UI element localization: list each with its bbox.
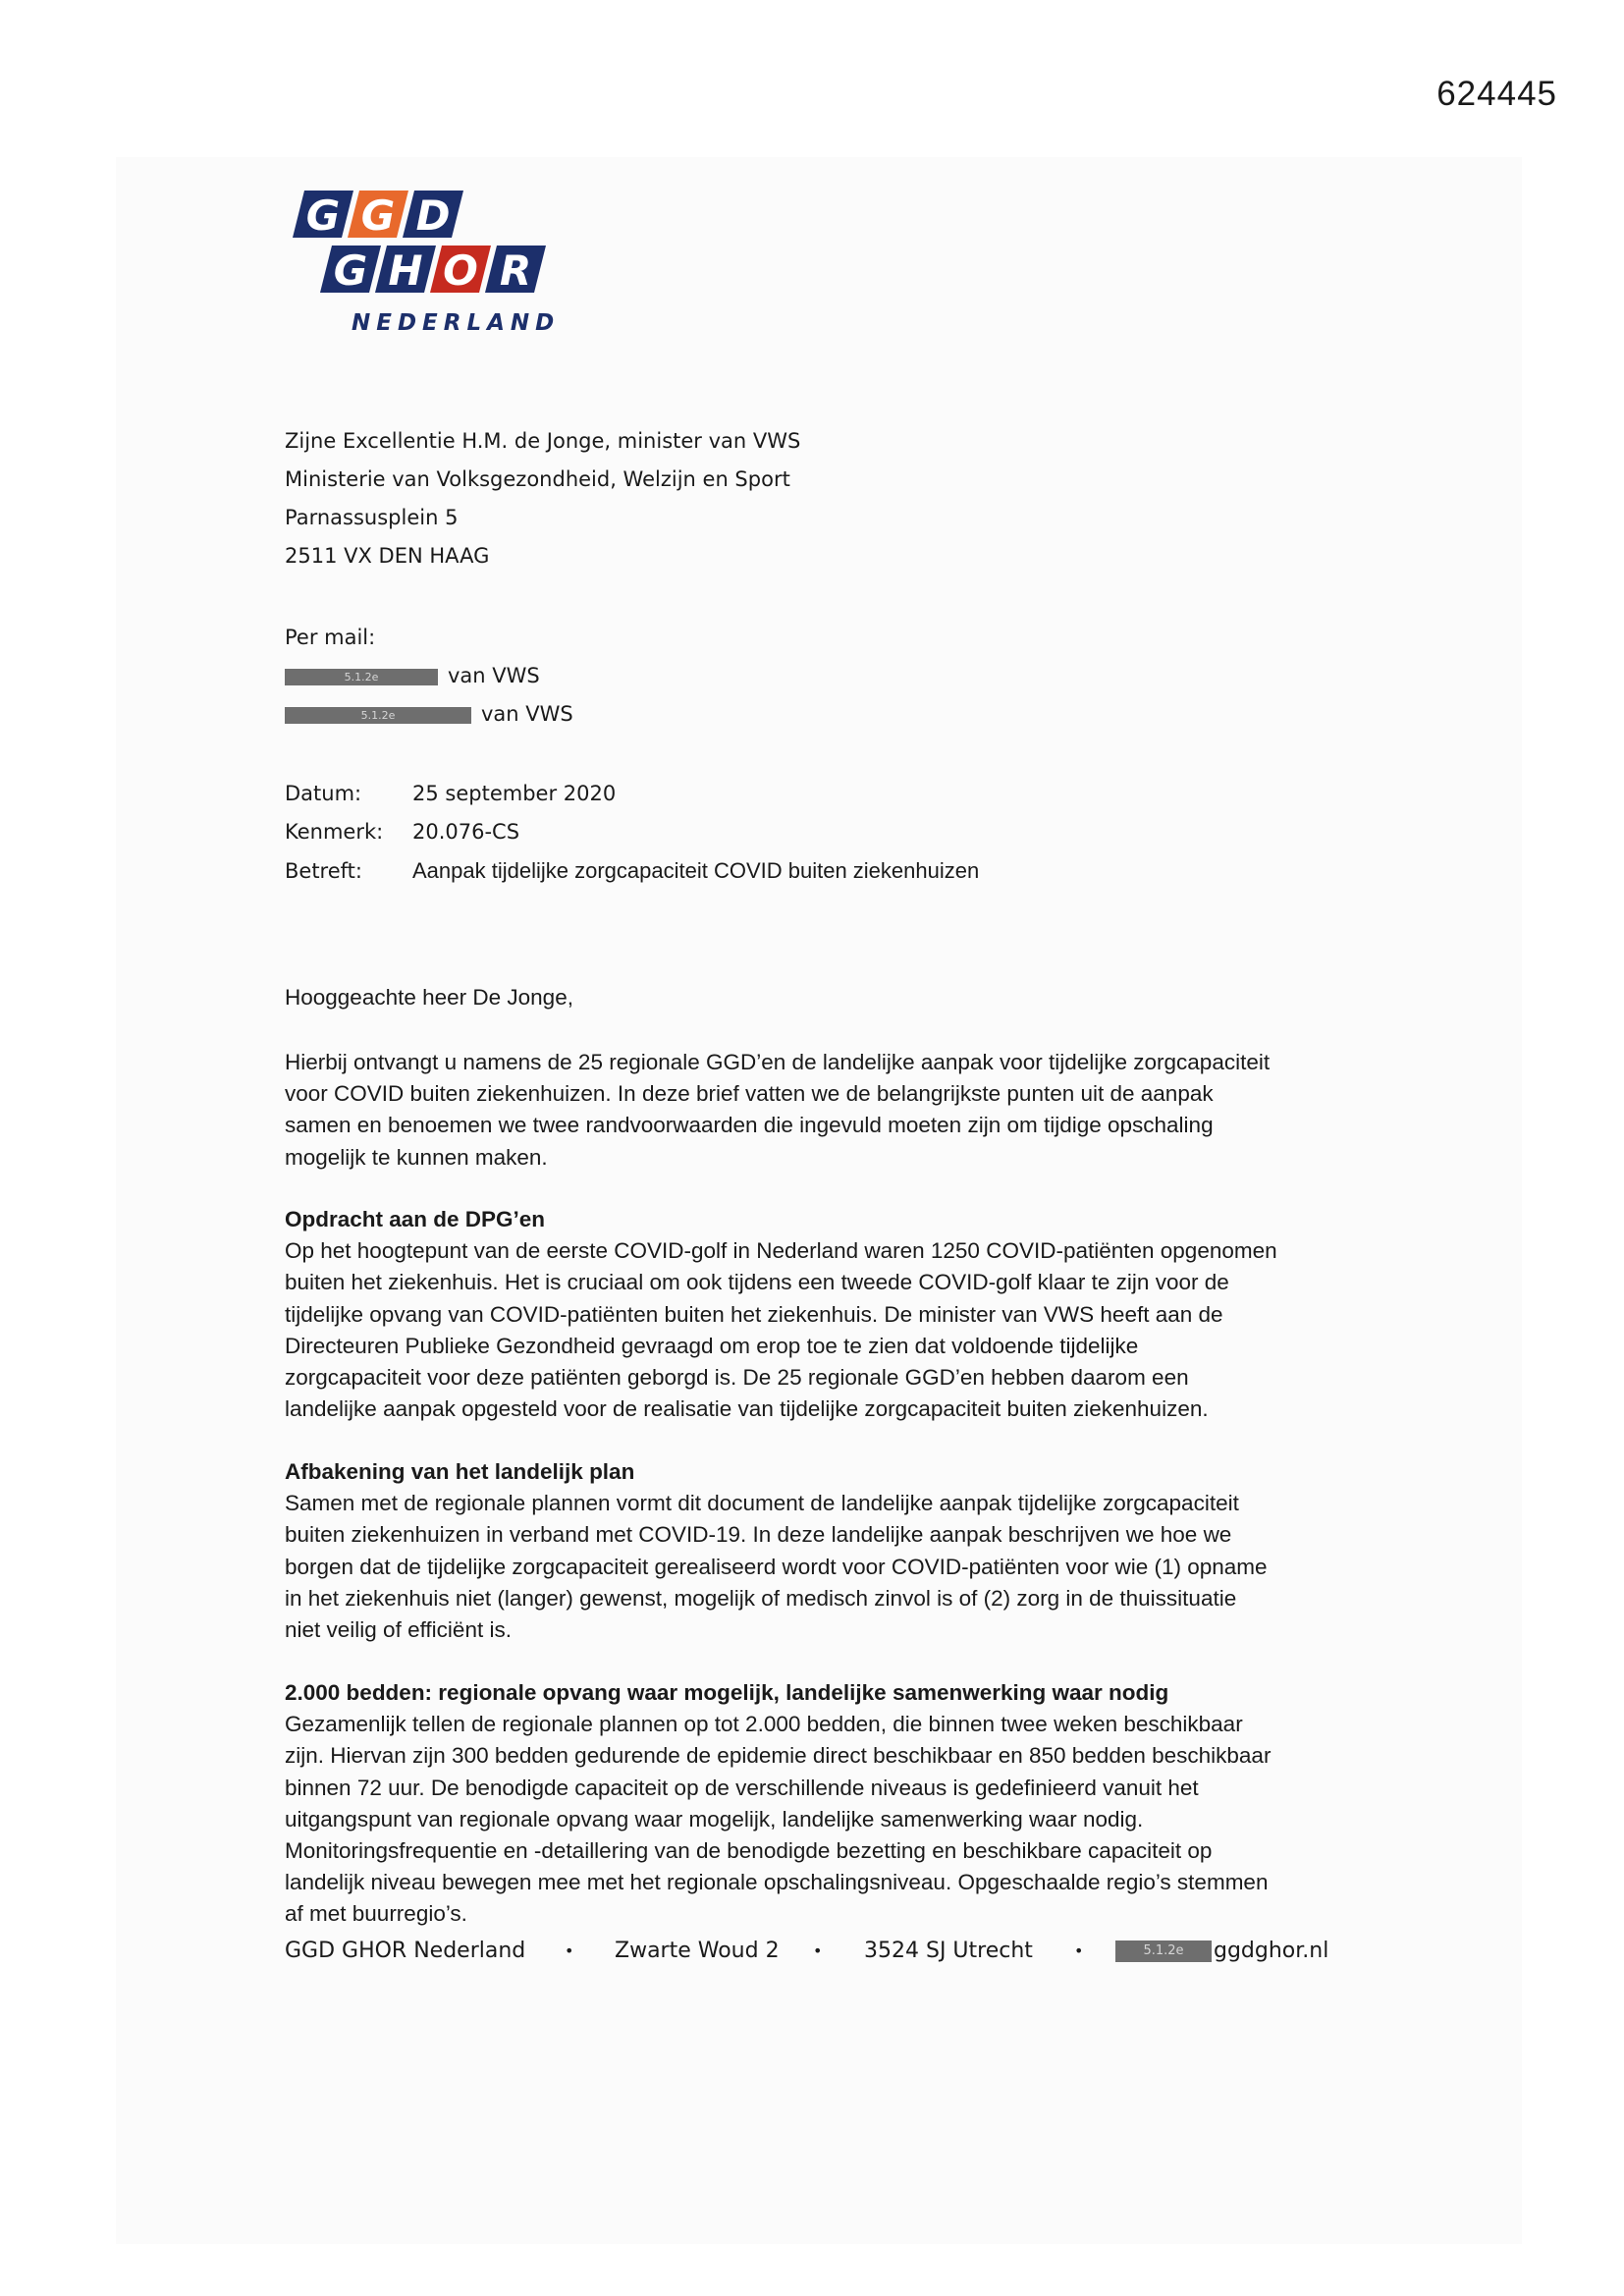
mail-block xyxy=(285,619,573,734)
letter-meta xyxy=(285,775,979,890)
redaction-box: 5.1.2e xyxy=(1115,1941,1212,1962)
address-line: Ministerie van Volksgezondheid, Welzijn en Sport xyxy=(285,467,790,491)
logo-letter-d: D xyxy=(415,191,451,240)
mail-recipient-suffix: van VWS xyxy=(448,664,540,687)
paragraph-line: Op het hoogtepunt van de eerste COVID-golf in Nederland waren 1250 COVID-patiënten opgenomen xyxy=(285,1238,1277,1264)
date-value: 25 september 2020 xyxy=(412,782,617,805)
section-heading: Opdracht aan de DPG’en xyxy=(285,1207,546,1231)
paragraph-line: niet veilig of efficiënt is. xyxy=(285,1617,512,1643)
paragraph-line: samen en benoemen we twee randvoorwaarden die ingevuld moeten zijn om tijdige opschaling xyxy=(285,1113,1214,1138)
logo-subtitle: NEDERLAND xyxy=(352,310,561,336)
paragraph-line: Hierbij ontvangt u namens de 25 regionale GGD’en de landelijke aanpak voor tijdelijke zorgcapaciteit xyxy=(285,1050,1271,1074)
subject-value: Aanpak tijdelijke zorgcapaciteit COVID buiten ziekenhuizen xyxy=(412,858,980,883)
footer-org: GGD GHOR Nederland xyxy=(285,1939,526,1963)
recipient-address xyxy=(285,422,800,575)
logo-letter-g2: G xyxy=(360,191,396,240)
section-heading: Afbakening van het landelijk plan xyxy=(285,1459,635,1484)
reference-value: 20.076-CS xyxy=(412,820,520,844)
paragraph-line: buiten ziekenhuizen in verband met COVID-19. In deze landelijke aanpak beschrijven we hoe we xyxy=(285,1522,1232,1548)
paragraph-line: af met buurregio’s. xyxy=(285,1901,467,1927)
paragraph-line: mogelijk te kunnen maken. xyxy=(285,1144,548,1170)
document-id: 624445 xyxy=(1436,75,1557,113)
address-line: Zijne Excellentie H.M. de Jonge, minister van VWS xyxy=(285,429,801,453)
mail-recipient xyxy=(285,657,573,695)
footer-email xyxy=(1115,1932,1328,1971)
address-line: 2511 VX DEN HAAG xyxy=(285,544,490,568)
footer-bullet: • xyxy=(813,1941,823,1960)
logo-letter-h: H xyxy=(388,246,423,295)
logo-letter-g1: G xyxy=(305,191,341,240)
meta-subject xyxy=(285,851,979,890)
mail-label: Per mail: xyxy=(285,626,376,649)
footer-bullet: • xyxy=(1074,1941,1084,1960)
paragraph-line: borgen dat de tijdelijke zorgcapaciteit gerealiseerd wordt voor COVID-patiënten voor wie (1) opname xyxy=(285,1554,1268,1579)
mail-recipient xyxy=(285,695,573,734)
footer-street: Zwarte Woud 2 xyxy=(615,1939,780,1963)
address-line: Parnassusplein 5 xyxy=(285,506,459,529)
paragraph-line: binnen 72 uur. De benodigde capaciteit op de verschillende niveaus is gedefinieerd vanuit het xyxy=(285,1775,1199,1800)
paragraph-line: Directeuren Publieke Gezondheid gevraagd om erop toe te zien dat voldoende tijdelijke xyxy=(285,1333,1139,1358)
section-opdracht xyxy=(285,1204,1365,1425)
paragraph-line: in het ziekenhuis niet (langer) gewenst, mogelijk of medisch zinvol is of (2) zorg in de thuissituatie xyxy=(285,1585,1237,1611)
paragraph-line: landelijke aanpak opgesteld voor de realisatie van tijdelijke zorgcapaciteit buiten ziekenhuizen. xyxy=(285,1396,1209,1422)
mail-recipient-suffix: van VWS xyxy=(481,702,573,726)
intro-paragraph xyxy=(285,1047,1365,1174)
paragraph-line: zijn. Hiervan zijn 300 bedden gedurende de epidemie direct beschikbaar en 850 bedden beschikbaar xyxy=(285,1743,1272,1769)
paragraph-line: uitgangspunt van regionale opvang waar mogelijk, landelijke samenwerking waar nodig. xyxy=(285,1806,1144,1831)
logo-letter-o: O xyxy=(443,246,478,295)
paragraph-line: Monitoringsfrequentie en -detaillering van de benodigde bezetting en beschikbare capaciteit op xyxy=(285,1838,1213,1864)
logo-letter-r: R xyxy=(499,246,532,295)
salutation: Hooggeachte heer De Jonge, xyxy=(285,985,573,1010)
paragraph-line: zorgcapaciteit voor deze patiënten geborgd is. De 25 regionale GGD’en hebben daarom een xyxy=(285,1365,1189,1391)
redaction-box: 5.1.2e xyxy=(285,707,471,724)
footer-email-domain: ggdghor.nl xyxy=(1214,1939,1329,1963)
paragraph-line: Samen met de regionale plannen vormt dit document de landelijke aanpak tijdelijke zorgcapaciteit xyxy=(285,1491,1239,1516)
paragraph-line: tijdelijke opvang van COVID-patiënten buiten het ziekenhuis. De minister van VWS heeft aan de xyxy=(285,1301,1223,1327)
paragraph-line: Gezamenlijk tellen de regionale plannen op tot 2.000 bedden, die binnen twee weken beschikbaar xyxy=(285,1712,1243,1737)
section-afbakening xyxy=(285,1456,1365,1646)
date-label: Datum: xyxy=(285,782,362,805)
reference-label: Kenmerk: xyxy=(285,820,384,844)
meta-date xyxy=(285,775,979,813)
meta-reference xyxy=(285,813,979,851)
section-heading: 2.000 bedden: regionale opvang waar mogelijk, landelijke samenwerking waar nodig xyxy=(285,1680,1169,1705)
paragraph-line: voor COVID buiten ziekenhuizen. In deze brief vatten we de belangrijkste punten uit de aanpak xyxy=(285,1081,1214,1107)
section-bedden xyxy=(285,1677,1365,1931)
subject-label: Betreft: xyxy=(285,859,362,883)
paragraph-line: buiten het ziekenhuis. Het is cruciaal om ook tijdens een tweede COVID-golf klaar te zijn voor de xyxy=(285,1270,1229,1295)
footer-city: 3524 SJ Utrecht xyxy=(864,1939,1033,1963)
paragraph-line: landelijk niveau bewegen mee met het regionale opschalingsniveau. Opgeschaalde regio’s stemmen xyxy=(285,1870,1269,1895)
footer-bullet: • xyxy=(565,1941,574,1960)
logo-letter-g3: G xyxy=(333,246,368,295)
redaction-box: 5.1.2e xyxy=(285,669,438,685)
